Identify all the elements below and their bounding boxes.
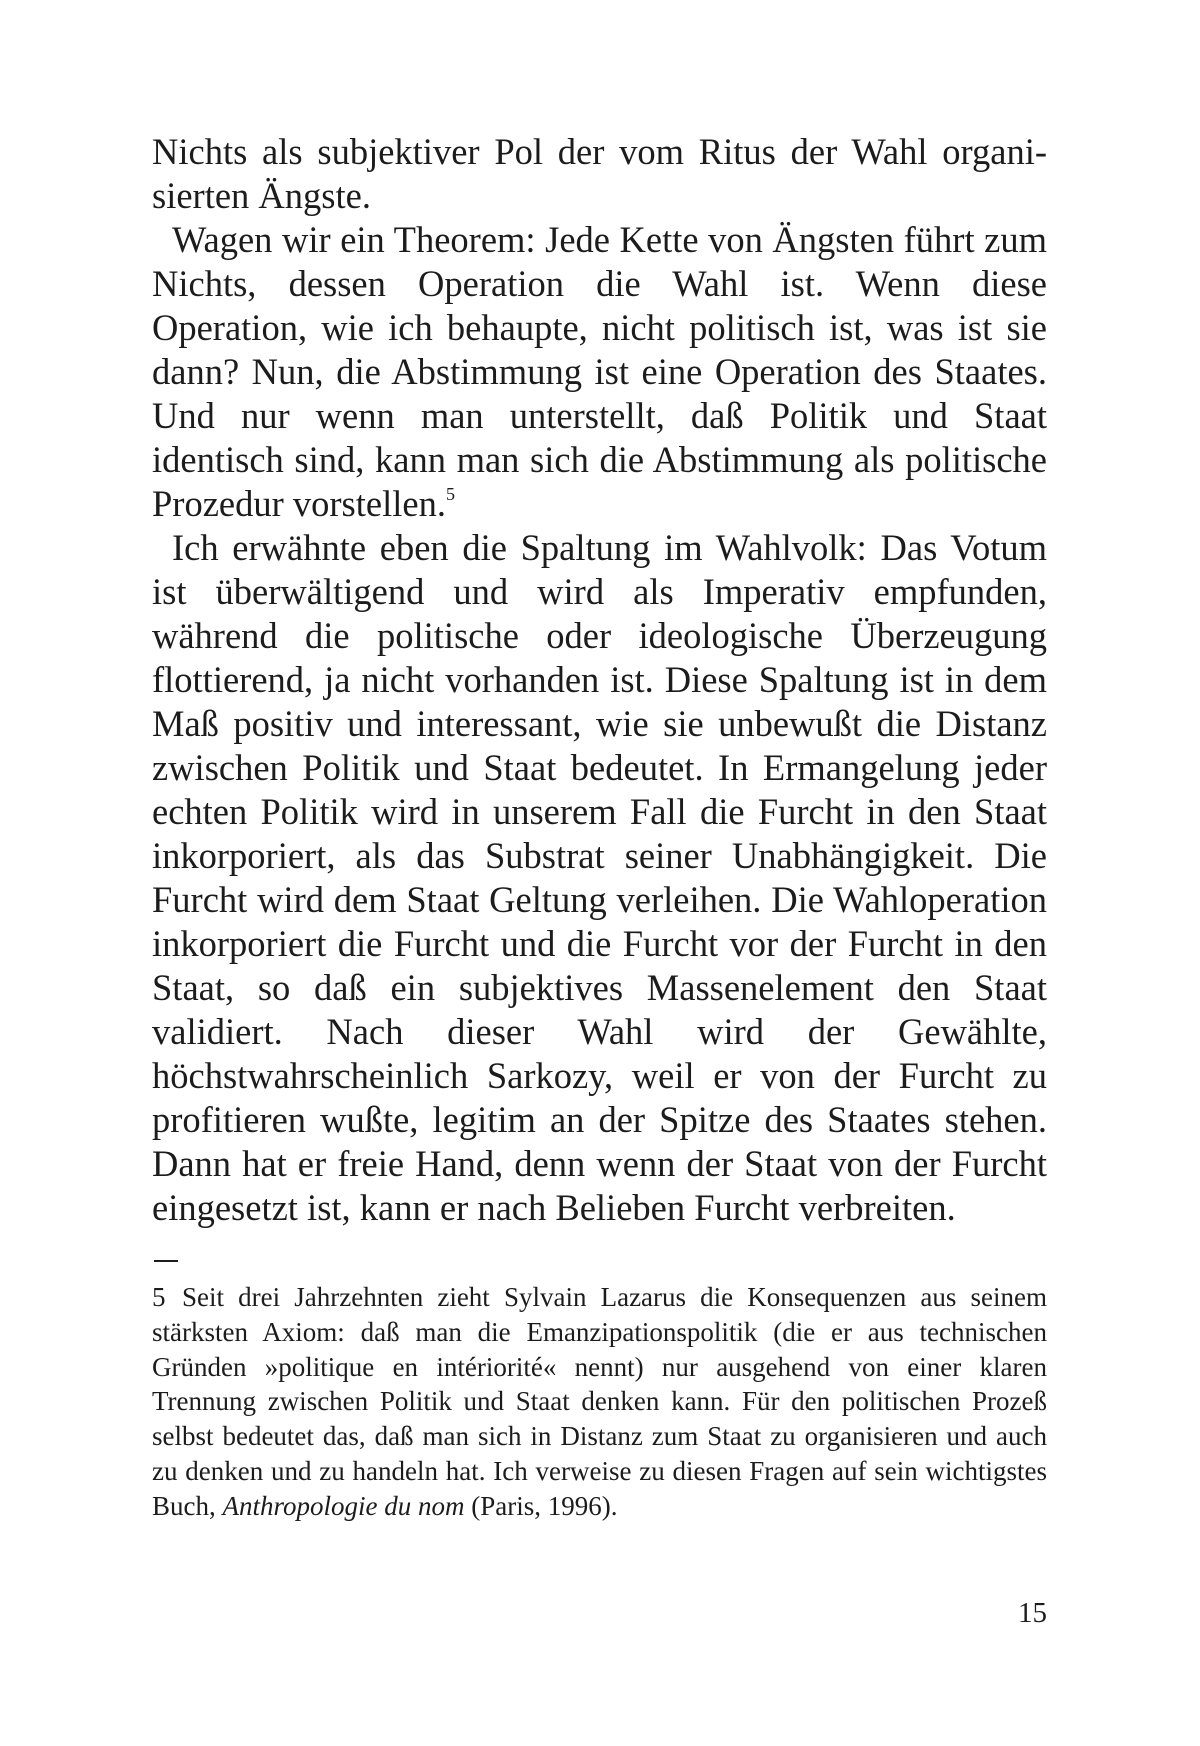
main-text [152, 130, 1047, 1230]
footnotes [152, 1280, 1047, 1524]
footnote-5 [152, 1280, 1047, 1524]
paragraph-1: Nichts als subjektiver Pol der vom Ritus der Wahl organisierten Ängste. [152, 131, 1047, 216]
footnote-number: 5 [152, 1282, 166, 1312]
paragraph-3: Ich erwähnte eben die Spaltung im Wahlvolk: Das Votum ist überwältigend und wird als Imperativ empfunden, während die politische oder ideologische Überzeugung flottierend, ja nicht vorhanden ist. Diese Spaltung ist in dem Maß positiv und interessant, wie sie unbewußt die Distanz zwischen Politik und Staat bedeutet. In Ermangelung jeder echten Politik wird in unserem Fall die Furcht in den Staat inkorporiert, als das Substrat seiner Unabhängigkeit. Die Furcht wird dem Staat Geltung verleihen. Die Wahloperation inkorporiert die Furcht und die Furcht vor der Furcht in den Staat, so daß ein subjektives Massenelement den Staat validiert. Nach dieser Wahl wird der Gewählte, höchstwahrscheinlich Sarkozy, weil er von der Furcht zu profitieren wußte, legitim an der Spitze des Staates stehen. Dann hat er freie Hand, denn wenn der Staat von der Furcht eingesetzt ist, kann er nach Belieben Furcht verbreiten. [152, 527, 1047, 1228]
page-content [152, 130, 1047, 1524]
footnote-text-after: (Paris, 1996). [464, 1490, 618, 1521]
footnote-book-title: Anthropologie du nom [222, 1490, 465, 1521]
page-number: 15 [1018, 1597, 1047, 1629]
footnote-text-before: Seit drei Jahrzehnten zieht Sylvain Lazarus die Konsequenzen aus seinem stärksten Axiom: daß man die Emanzipationspolitik (die er aus technischen Gründen »politique en intériorité« nennt) nur ausgehend von einer klaren Trennung zwischen Politik und Staat denken kann. Für den politischen Prozeß selbst bedeutet das, daß man sich in Distanz zum Staat zu organisieren und auch zu denken und zu handeln hat. Ich verweise zu diesen Fragen auf sein wichtigstes Buch, [152, 1282, 1047, 1521]
paragraph-2-text: Wagen wir ein Theorem: Jede Kette von Ängsten führt zum Nichts, dessen Operation die Wahl ist. Wenn diese Operation, wie ich behaupte, nicht politisch ist, was ist sie dann? Nun, die Abstimmung ist eine Operation des Staates. Und nur wenn man unterstellt, daß Politik und Staat identisch sind, kann man sich die Abstimmung als politische Prozedur vorstellen. [152, 219, 1047, 524]
paragraph-2 [152, 218, 1047, 526]
footnote-separator [154, 1260, 178, 1262]
footnote-reference[interactable]: 5 [445, 484, 455, 504]
